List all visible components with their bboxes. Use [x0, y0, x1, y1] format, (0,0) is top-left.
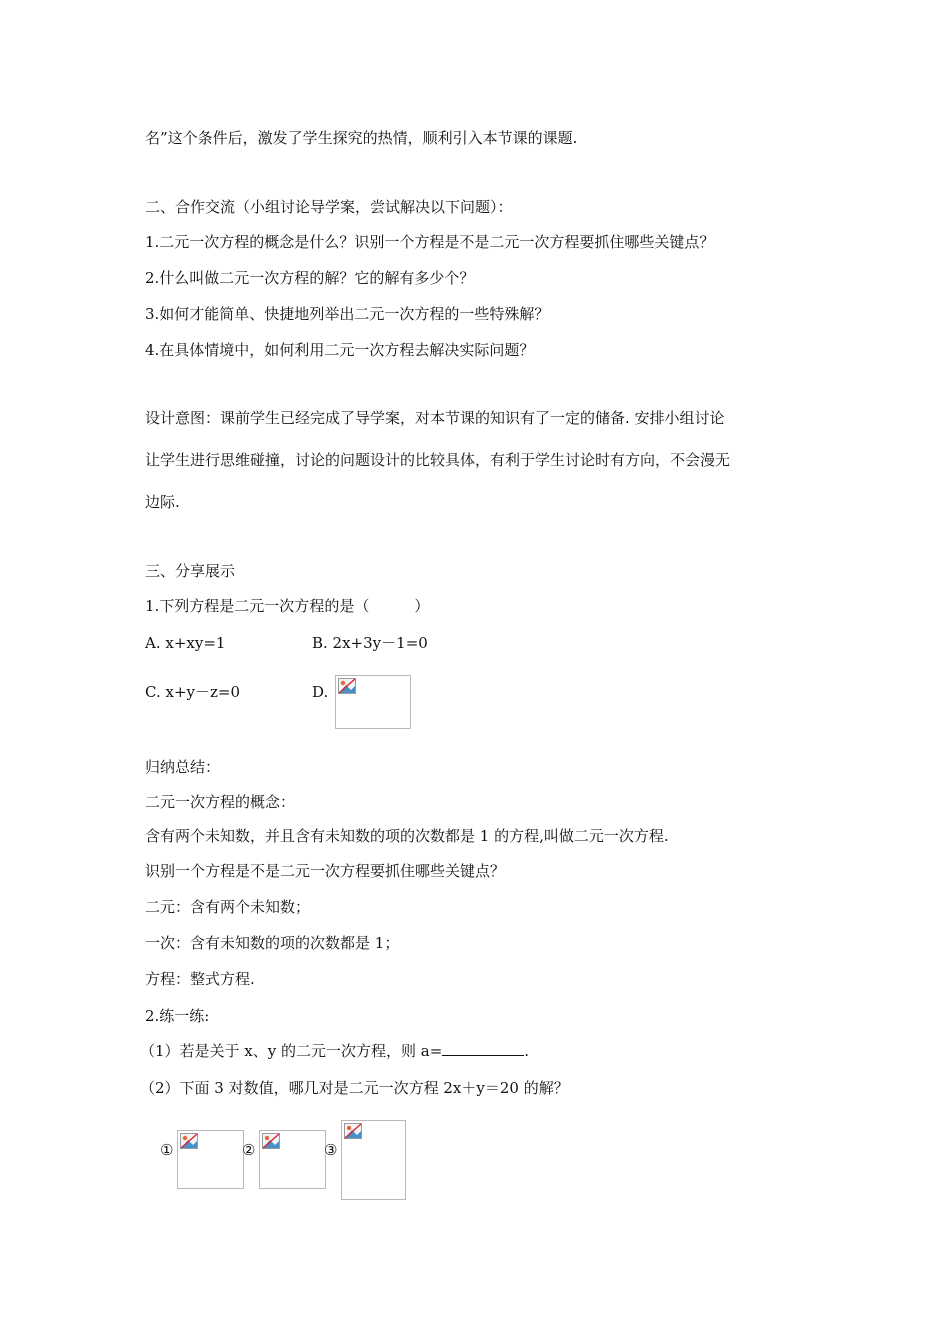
concept-definition: 含有两个未知数，并且含有未知数的项的次数都是 1 的方程,叫做二元一次方程. [145, 827, 669, 845]
marker-2: ② [242, 1141, 256, 1159]
key-points-question: 识别一个方程是不是二元一次方程要抓住哪些关键点？ [145, 862, 506, 880]
exercise-2: （2）下面 3 对数值，哪几对是二元一次方程 2x＋y＝20 的解？ [140, 1079, 569, 1097]
design-intent-line-1: 设计意图：课前学生已经完成了导学案，对本节课的知识有了一定的储备. 安排小组讨论 [145, 409, 725, 427]
marker-1: ① [160, 1141, 174, 1159]
pair-1-image [177, 1130, 244, 1189]
question-2: 2.什么叫做二元一次方程的解？它的解有多少个？ [145, 269, 475, 287]
answer-blank [442, 1041, 524, 1056]
marker-3: ③ [324, 1141, 338, 1159]
question-4: 4.在具体情境中，如何利用二元一次方程去解决实际问题？ [145, 341, 535, 359]
design-intent-line-2: 让学生进行思维碰撞，讨论的问题设计的比较具体，有利于学生讨论时有方向，不会漫无 [145, 451, 731, 469]
key-point-3: 方程：整式方程. [145, 970, 255, 988]
pair-2-image [259, 1130, 326, 1189]
option-c: C. x+y－z=0 [145, 683, 240, 701]
key-point-2: 一次：含有未知数的项的次数都是 1； [145, 934, 400, 952]
exercise-1-end: . [524, 1042, 530, 1060]
question-1: 1.二元一次方程的概念是什么？识别一个方程是不是二元一次方程要抓住哪些关键点？ [145, 233, 715, 251]
question-3: 3.如何才能简单、快捷地列举出二元一次方程的一些特殊解？ [145, 305, 550, 323]
broken-image-icon [338, 678, 356, 694]
design-intent-line-3: 边际. [145, 493, 180, 511]
concept-title: 二元一次方程的概念： [145, 793, 296, 811]
section-3-title: 三、分享展示 [145, 562, 236, 580]
broken-image-icon [344, 1123, 362, 1139]
exercise-1 [140, 1041, 529, 1061]
option-d-image [335, 675, 411, 729]
summary-title: 归纳总结： [145, 758, 221, 776]
section-2-title: 二、合作交流（小组讨论导学案，尝试解决以下问题）： [145, 198, 513, 216]
broken-image-icon [180, 1133, 198, 1149]
key-point-1: 二元：含有两个未知数； [145, 898, 311, 916]
option-b: B. 2x+3y－1=0 [312, 634, 428, 652]
exercise-1-text: （1）若是关于 x、y 的二元一次方程，则 a= [140, 1042, 443, 1060]
broken-image-icon [262, 1133, 280, 1149]
problem-1: 1.下列方程是二元一次方程的是（ ） [145, 597, 430, 615]
text-line-1: 名”这个条件后，激发了学生探究的热情，顺利引入本节课的课题. [145, 129, 578, 147]
option-a: A. x+xy=1 [145, 634, 226, 652]
problem-2: 2.练一练: [145, 1007, 210, 1025]
option-d: D. [312, 683, 329, 701]
pair-3-image [341, 1120, 406, 1200]
